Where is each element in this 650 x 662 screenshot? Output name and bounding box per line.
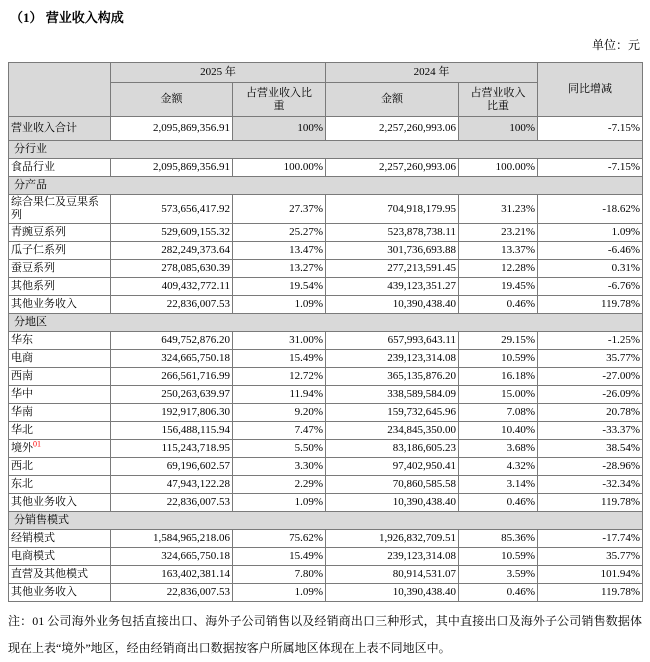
pct-2024-cell: 7.08% (459, 404, 538, 422)
row-label: 其他业务收入 (9, 494, 111, 512)
table-row (9, 242, 643, 260)
yoy-cell: 20.78% (538, 404, 643, 422)
footnote-marker: 01 (33, 439, 41, 449)
amount-2025-cell: 324,665,750.18 (111, 350, 233, 368)
pct-2025-cell: 27.37% (233, 195, 326, 224)
row-label: 食品行业 (9, 159, 111, 177)
amount-2025-cell: 409,432,772.11 (111, 278, 233, 296)
pct-2025-cell: 31.00% (233, 332, 326, 350)
row-label: 营业收入合计 (9, 117, 111, 141)
row-label: 东北 (9, 476, 111, 494)
header-amount-2024: 金额 (326, 83, 459, 117)
pct-2025-cell: 15.49% (233, 548, 326, 566)
yoy-cell: -7.15% (538, 117, 643, 141)
table-row (9, 368, 643, 386)
amount-2024-cell: 159,732,645.96 (326, 404, 459, 422)
table-row (9, 117, 643, 141)
amount-2025-cell: 22,836,007.53 (111, 296, 233, 314)
pct-2025-cell: 2.29% (233, 476, 326, 494)
amount-2025-cell: 573,656,417.92 (111, 195, 233, 224)
yoy-cell: -33.37% (538, 422, 643, 440)
amount-2024-cell: 523,878,738.11 (326, 224, 459, 242)
yoy-cell: -27.00% (538, 368, 643, 386)
row-label: 西南 (9, 368, 111, 386)
amount-2024-cell: 10,390,438.40 (326, 494, 459, 512)
row-label: 华东 (9, 332, 111, 350)
table-row (9, 548, 643, 566)
table-row (9, 530, 643, 548)
amount-2024-cell: 70,860,585.58 (326, 476, 459, 494)
row-label: 蚕豆系列 (9, 260, 111, 278)
pct-2024-cell: 3.59% (459, 566, 538, 584)
amount-2025-cell: 2,095,869,356.91 (111, 159, 233, 177)
pct-2025-cell: 7.80% (233, 566, 326, 584)
pct-2024-cell: 23.21% (459, 224, 538, 242)
yoy-cell: 38.54% (538, 440, 643, 458)
amount-2025-cell: 250,263,639.97 (111, 386, 233, 404)
pct-2024-cell: 10.59% (459, 548, 538, 566)
section-row (9, 314, 643, 332)
header-yoy: 同比增减 (538, 63, 643, 117)
row-label (9, 440, 111, 458)
pct-2025-cell: 1.09% (233, 296, 326, 314)
pct-2024-cell: 0.46% (459, 584, 538, 602)
yoy-cell: 0.31% (538, 260, 643, 278)
section-row (9, 141, 643, 159)
yoy-cell: -17.74% (538, 530, 643, 548)
row-label: 电商模式 (9, 548, 111, 566)
pct-2025-cell: 1.09% (233, 494, 326, 512)
page-title: （1） 营业收入构成 (10, 10, 124, 25)
amount-2024-cell: 10,390,438.40 (326, 296, 459, 314)
amount-2025-cell: 47,943,122.28 (111, 476, 233, 494)
table-row (9, 404, 643, 422)
pct-2024-cell: 10.40% (459, 422, 538, 440)
row-label: 其他业务收入 (9, 296, 111, 314)
amount-2024-cell: 1,926,832,709.51 (326, 530, 459, 548)
row-label: 综合果仁及豆果系列 (9, 195, 111, 224)
row-label: 华南 (9, 404, 111, 422)
pct-2024-cell: 29.15% (459, 332, 538, 350)
table-row (9, 566, 643, 584)
amount-2024-cell: 277,213,591.45 (326, 260, 459, 278)
header-year-2024: 2024 年 (326, 63, 538, 83)
amount-2025-cell: 529,609,155.32 (111, 224, 233, 242)
section-label: 分地区 (9, 314, 643, 332)
amount-2024-cell: 439,123,351.27 (326, 278, 459, 296)
yoy-cell: 119.78% (538, 296, 643, 314)
pct-2024-cell: 31.23% (459, 195, 538, 224)
header-year-2025: 2025 年 (111, 63, 326, 83)
pct-2025-cell: 11.94% (233, 386, 326, 404)
pct-2025-cell: 9.20% (233, 404, 326, 422)
amount-2025-cell: 266,561,716.99 (111, 368, 233, 386)
amount-2024-cell: 234,845,350.00 (326, 422, 459, 440)
pct-2025-cell: 15.49% (233, 350, 326, 368)
yoy-cell: 101.94% (538, 566, 643, 584)
amount-2025-cell: 22,836,007.53 (111, 494, 233, 512)
yoy-cell: 1.09% (538, 224, 643, 242)
pct-2025-cell: 13.47% (233, 242, 326, 260)
yoy-cell: -6.76% (538, 278, 643, 296)
amount-2025-cell: 156,488,115.94 (111, 422, 233, 440)
pct-2024-cell: 100.00% (459, 159, 538, 177)
amount-2024-cell: 80,914,531.07 (326, 566, 459, 584)
amount-2025-cell: 192,917,806.30 (111, 404, 233, 422)
table-row (9, 332, 643, 350)
row-label: 直营及其他模式 (9, 566, 111, 584)
document-page (0, 8, 650, 662)
amount-2025-cell: 282,249,373.64 (111, 242, 233, 260)
row-label: 青豌豆系列 (9, 224, 111, 242)
header-pct-2024: 占营业收入比重 (459, 83, 538, 117)
row-label: 其他业务收入 (9, 584, 111, 602)
amount-2024-cell: 10,390,438.40 (326, 584, 459, 602)
amount-2025-cell: 649,752,876.20 (111, 332, 233, 350)
pct-2025-cell: 1.09% (233, 584, 326, 602)
section-label: 分行业 (9, 141, 643, 159)
section-row (9, 177, 643, 195)
row-label: 西北 (9, 458, 111, 476)
amount-2024-cell: 239,123,314.08 (326, 548, 459, 566)
amount-2024-cell: 239,123,314.08 (326, 350, 459, 368)
amount-2025-cell: 163,402,381.14 (111, 566, 233, 584)
row-label: 其他系列 (9, 278, 111, 296)
pct-2025-cell: 100.00% (233, 159, 326, 177)
yoy-cell: -6.46% (538, 242, 643, 260)
header-pct-2025: 占营业收入比重 (233, 83, 326, 117)
table-row (9, 195, 643, 224)
yoy-cell: 35.77% (538, 350, 643, 368)
row-label: 瓜子仁系列 (9, 242, 111, 260)
pct-2024-cell: 10.59% (459, 350, 538, 368)
yoy-cell: -28.96% (538, 458, 643, 476)
pct-2025-cell: 7.47% (233, 422, 326, 440)
yoy-cell: 35.77% (538, 548, 643, 566)
amount-2025-cell: 1,584,965,218.06 (111, 530, 233, 548)
revenue-composition-table (8, 62, 643, 602)
pct-2025-cell: 100% (233, 117, 326, 141)
table-row (9, 159, 643, 177)
table-row (9, 296, 643, 314)
pct-2025-cell: 5.50% (233, 440, 326, 458)
amount-2024-cell: 338,589,584.09 (326, 386, 459, 404)
table-row (9, 584, 643, 602)
amount-2025-cell: 69,196,602.57 (111, 458, 233, 476)
pct-2024-cell: 15.00% (459, 386, 538, 404)
yoy-cell: -18.62% (538, 195, 643, 224)
yoy-cell: 119.78% (538, 584, 643, 602)
table-row (9, 260, 643, 278)
amount-2025-cell: 22,836,007.53 (111, 584, 233, 602)
section-label: 分销售模式 (9, 512, 643, 530)
amount-2024-cell: 301,736,693.88 (326, 242, 459, 260)
table-row (9, 458, 643, 476)
section-label: 分产品 (9, 177, 643, 195)
table-row (9, 476, 643, 494)
table-row (9, 278, 643, 296)
pct-2024-cell: 85.36% (459, 530, 538, 548)
amount-2024-cell: 2,257,260,993.06 (326, 159, 459, 177)
amount-2025-cell: 115,243,718.95 (111, 440, 233, 458)
amount-2024-cell: 83,186,605.23 (326, 440, 459, 458)
pct-2024-cell: 12.28% (459, 260, 538, 278)
table-row (9, 422, 643, 440)
yoy-cell: -1.25% (538, 332, 643, 350)
amount-2024-cell: 2,257,260,993.06 (326, 117, 459, 141)
pct-2024-cell: 0.46% (459, 494, 538, 512)
amount-2024-cell: 657,993,643.11 (326, 332, 459, 350)
yoy-cell: -7.15% (538, 159, 643, 177)
row-label-text: 境外 (11, 442, 33, 454)
amount-2025-cell: 324,665,750.18 (111, 548, 233, 566)
header-row-years (9, 63, 643, 83)
row-label: 华中 (9, 386, 111, 404)
pct-2024-cell: 19.45% (459, 278, 538, 296)
pct-2025-cell: 13.27% (233, 260, 326, 278)
pct-2025-cell: 75.62% (233, 530, 326, 548)
pct-2024-cell: 13.37% (459, 242, 538, 260)
yoy-cell: -26.09% (538, 386, 643, 404)
footnote: 注：01 公司海外业务包括直接出口、海外子公司销售以及经销商出口三种形式，其中直接出口及海外子公司销售数据体现在上表“境外”地区，经由经销商出口数据按客户所属地区体现在上表不同地区中。 (8, 614, 642, 655)
pct-2024-cell: 16.18% (459, 368, 538, 386)
header-amount-2025: 金额 (111, 83, 233, 117)
yoy-cell: 119.78% (538, 494, 643, 512)
pct-2025-cell: 19.54% (233, 278, 326, 296)
pct-2024-cell: 3.68% (459, 440, 538, 458)
pct-2024-cell: 4.32% (459, 458, 538, 476)
row-label: 经销模式 (9, 530, 111, 548)
unit-label: 单位：元 (591, 38, 640, 52)
pct-2025-cell: 25.27% (233, 224, 326, 242)
table-row (9, 224, 643, 242)
amount-2024-cell: 97,402,950.41 (326, 458, 459, 476)
amount-2024-cell: 365,135,876.20 (326, 368, 459, 386)
amount-2025-cell: 278,085,630.39 (111, 260, 233, 278)
pct-2024-cell: 3.14% (459, 476, 538, 494)
pct-2024-cell: 100% (459, 117, 538, 141)
pct-2024-cell: 0.46% (459, 296, 538, 314)
table-row (9, 386, 643, 404)
amount-2024-cell: 704,918,179.95 (326, 195, 459, 224)
table-row (9, 494, 643, 512)
row-label: 华北 (9, 422, 111, 440)
pct-2025-cell: 3.30% (233, 458, 326, 476)
pct-2025-cell: 12.72% (233, 368, 326, 386)
yoy-cell: -32.34% (538, 476, 643, 494)
table-body (9, 117, 643, 602)
header-corner-cell (9, 63, 111, 117)
row-label: 电商 (9, 350, 111, 368)
table-row (9, 440, 643, 458)
amount-2025-cell: 2,095,869,356.91 (111, 117, 233, 141)
table-row (9, 350, 643, 368)
section-row (9, 512, 643, 530)
